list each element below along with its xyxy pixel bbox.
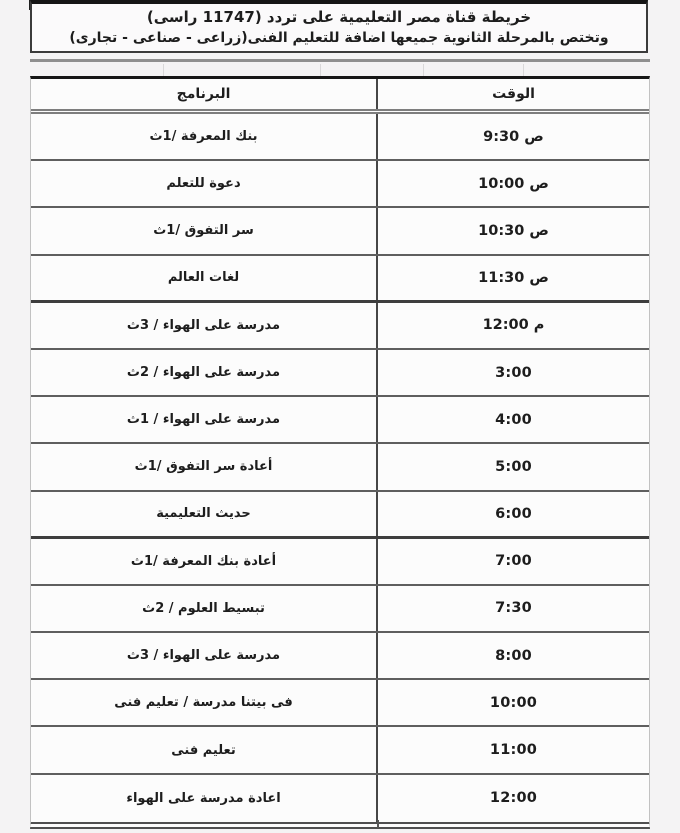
table-row: [31, 256, 649, 303]
program-name: أعادة بنك المعرفة /1ث: [31, 539, 378, 584]
scan-line-artifact: [320, 64, 321, 76]
page-title: خريطة قناة مصر التعليمية على تردد (11747 راسى): [146, 8, 532, 27]
channel-title-box: [30, 0, 648, 53]
header-program: البرنامج: [31, 79, 378, 109]
table-row: [31, 444, 649, 491]
program-name: تبسيط العلوم / 2ث: [31, 586, 378, 631]
program-name: مدرسة على الهواء / 1ث: [31, 397, 378, 442]
program-name: حديث التعليمية: [31, 492, 378, 536]
program-name: دعوة للتعلم: [31, 161, 378, 206]
table-row: [31, 775, 649, 822]
table-row: [31, 161, 649, 208]
program-time: 10:30 ص: [478, 222, 549, 239]
program-time: 7:00: [495, 553, 532, 570]
program-time: 12:00: [489, 790, 538, 807]
table-body: [31, 114, 649, 822]
program-time: 9:30 ص: [483, 128, 544, 145]
program-name: اعادة مدرسة على الهواء: [31, 775, 378, 822]
program-time: 5:00: [495, 458, 532, 475]
table-row: [31, 397, 649, 444]
table-row: [31, 208, 649, 255]
scan-line-artifact: [523, 64, 524, 76]
program-time: 8:00: [495, 647, 532, 664]
program-time: 10:00: [489, 694, 538, 711]
program-time: 6:00: [495, 505, 532, 522]
table-row: [31, 727, 649, 774]
table-row: [31, 633, 649, 680]
program-time: 12:00 م: [482, 317, 545, 334]
program-name: لغات العالم: [31, 256, 378, 300]
program-time: 3:00: [495, 364, 532, 381]
page-subtitle: وتختص بالمرحلة الثانوية جميعها اضافة للتعليم الفنى(زراعى - صناعى - تجارى): [69, 29, 609, 46]
table-row: [31, 303, 649, 350]
title-underline: [30, 59, 650, 62]
schedule-table: [30, 76, 650, 829]
table-row: [31, 539, 649, 586]
column-divider-tail: [377, 820, 379, 828]
table-row: [31, 680, 649, 727]
program-name: بنك المعرفة /1ث: [31, 114, 378, 159]
program-name: مدرسة على الهواء / 2ث: [31, 350, 378, 395]
program-name: فى بيتنا مدرسة / تعليم فنى: [31, 680, 378, 725]
table-row: [31, 586, 649, 633]
program-time: 10:00 ص: [478, 175, 549, 192]
scan-line-artifact: [163, 64, 164, 76]
program-name: أعادة سر التفوق /1ث: [31, 444, 378, 489]
program-name: مدرسة على الهواء / 3ث: [31, 633, 378, 678]
header-time: الوقت: [492, 86, 535, 102]
program-time: 11:00: [489, 742, 538, 759]
program-name: مدرسة على الهواء / 3ث: [31, 303, 378, 348]
program-time: 11:30 ص: [478, 269, 549, 286]
table-row: [31, 350, 649, 397]
program-time: 4:00: [495, 411, 532, 428]
table-row: [31, 492, 649, 539]
program-name: تعليم فنى: [31, 727, 378, 772]
table-header-row: [31, 79, 649, 114]
program-name: سر التفوق /1ث: [31, 208, 378, 253]
table-row: [31, 114, 649, 161]
program-time: 7:30: [495, 600, 532, 617]
scan-line-artifact: [423, 64, 424, 76]
